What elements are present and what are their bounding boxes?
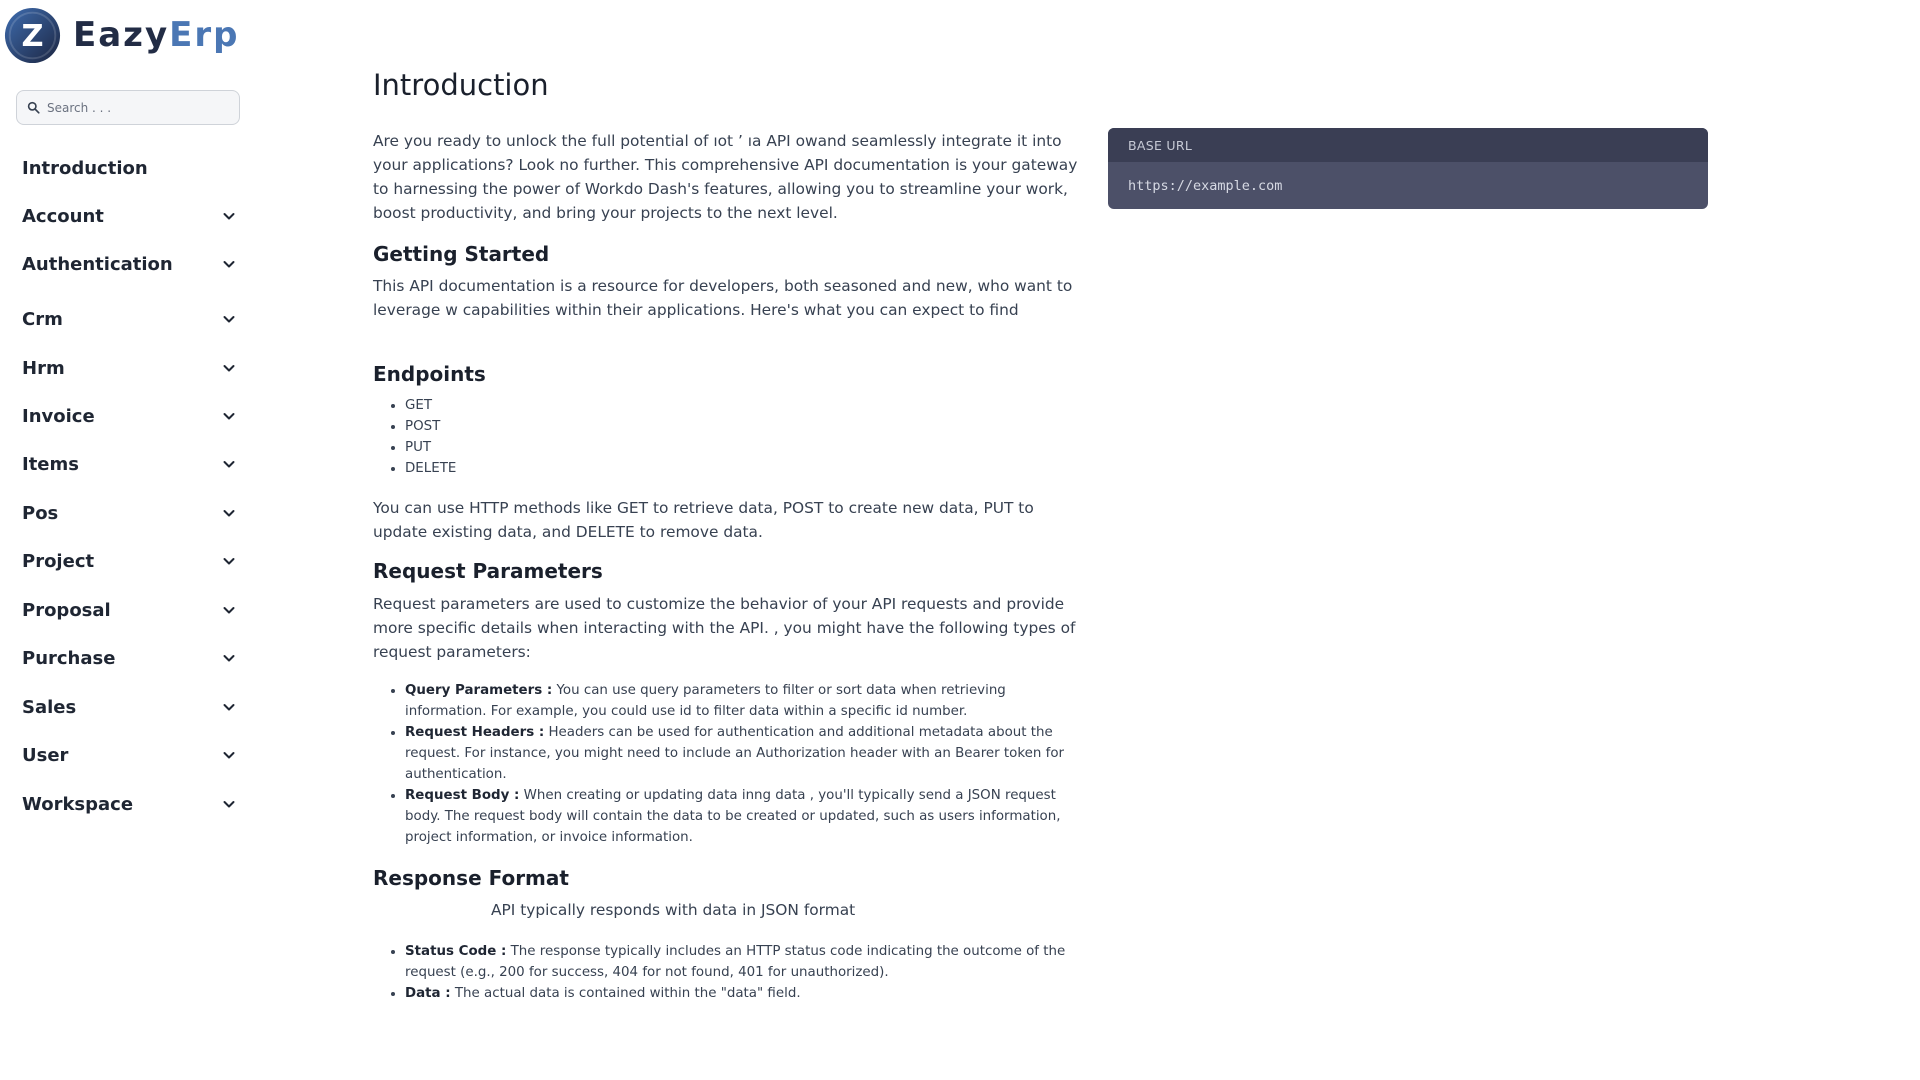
- endpoints-heading: Endpoints: [373, 362, 486, 386]
- search-input[interactable]: [47, 101, 227, 115]
- chevron-down-icon[interactable]: [222, 700, 236, 714]
- list-item-post: • POST: [405, 416, 1085, 437]
- intro-paragraph: Are you ready to unlock the full potential of ıot ’ ıa API owand seamlessly integrate it into your applications? Look no further. This comprehensive API documentation is your gateway to harnessing the power of Workdo Dash's features, allowing you to streamline your work, boost productivity, and bring your projects to the next level.: [373, 132, 1078, 222]
- list-item-desc: The actual data is contained within the "data" field.: [450, 986, 801, 1001]
- chevron-down-icon[interactable]: [222, 603, 236, 617]
- chevron-down-icon[interactable]: [222, 361, 236, 375]
- list-item: [405, 680, 1085, 722]
- sidebar-item-label: Introduction: [22, 157, 148, 179]
- sidebar-item-label: Pos: [22, 502, 59, 524]
- getting-started-text: This API documentation is a resource for developers, both seasoned and new, who want to leverage w capabilities within their applications. Here's what you can expect to find: [373, 277, 1073, 319]
- chevron-down-icon[interactable]: [222, 506, 236, 520]
- sidebar-item-label: Project: [22, 550, 95, 572]
- sidebar-item-label: Authentication: [22, 253, 173, 275]
- list-item-get: • GET: [405, 395, 1085, 416]
- list-item-desc: When creating or updating data inng data , you'll typically send a JSON request body. The request body will contain the data to be created or updated, such as users information, project information, or invoice information.: [405, 788, 1061, 845]
- list-item-term: Request Body :: [405, 788, 520, 803]
- chevron-down-icon[interactable]: [222, 651, 236, 665]
- list-item-term: Request Headers :: [405, 725, 545, 740]
- search-box[interactable]: [16, 90, 240, 125]
- sidebar-item-label: Proposal: [22, 599, 111, 621]
- list-item: [405, 785, 1085, 848]
- brand-logo-letter: Z: [21, 18, 44, 54]
- list-item-term: Data :: [405, 986, 451, 1001]
- chevron-down-icon[interactable]: [222, 257, 236, 271]
- sidebar-item-authentication[interactable]: [22, 246, 238, 282]
- sidebar-item-label: Items: [22, 453, 79, 475]
- request-parameters-heading: Request Parameters: [373, 559, 603, 583]
- chevron-down-icon[interactable]: [222, 312, 236, 326]
- sidebar-item-label: Sales: [22, 696, 77, 718]
- base-url-card: [1108, 128, 1708, 209]
- getting-started-heading: Getting Started: [373, 242, 550, 266]
- base-url-value[interactable]: https://example.com: [1128, 177, 1283, 194]
- sidebar-item-label: Purchase: [22, 647, 116, 669]
- sidebar-item-label: Invoice: [22, 405, 95, 427]
- brand[interactable]: [4, 5, 254, 65]
- list-item: [405, 983, 1085, 1004]
- sidebar-item-purchase[interactable]: [22, 640, 238, 676]
- sidebar-item-proposal[interactable]: [22, 592, 238, 628]
- chevron-down-icon[interactable]: [222, 457, 236, 471]
- sidebar-item-crm[interactable]: [22, 301, 238, 337]
- chevron-down-icon[interactable]: [222, 554, 236, 568]
- sidebar-item-sales[interactable]: [22, 689, 238, 725]
- chevron-down-icon[interactable]: [222, 409, 236, 423]
- list-item: [405, 941, 1085, 983]
- list-item-desc: You can use query parameters to filter or sort data when retrieving information. For example, you could use id to filter data within a specific id number.: [405, 683, 1006, 719]
- list-item-desc: The response typically includes an HTTP status code indicating the outcome of the request (e.g., 200 for success, 404 for not found, 401 for unauthorized).: [405, 944, 1066, 980]
- brand-name: [73, 15, 240, 55]
- sidebar-item-invoice[interactable]: [22, 398, 238, 434]
- sidebar-item-label: Hrm: [22, 357, 65, 379]
- brand-name-part1: Eazy: [73, 15, 170, 55]
- response-format-heading: Response Format: [373, 866, 569, 890]
- chevron-down-icon[interactable]: [222, 748, 236, 762]
- response-format-text: API typically responds with data in JSON format: [491, 901, 856, 919]
- brand-name-part2: Erp: [169, 15, 240, 55]
- sidebar-item-label: Account: [22, 205, 104, 227]
- search-icon: [27, 101, 40, 114]
- sidebar-item-hrm[interactable]: [22, 350, 238, 386]
- sidebar: [0, 0, 250, 1080]
- sidebar-item-user[interactable]: [22, 737, 238, 773]
- sidebar-item-account[interactable]: [22, 198, 238, 234]
- list-item: [405, 722, 1085, 785]
- list-item-term: Query Parameters :: [405, 683, 553, 698]
- request-parameters-list: [405, 680, 1085, 848]
- sidebar-item-items[interactable]: [22, 446, 238, 482]
- list-item-term: Status Code :: [405, 944, 507, 959]
- brand-logo-icon: [4, 7, 61, 64]
- list-item-put: • PUT: [405, 437, 1085, 458]
- chevron-down-icon[interactable]: [222, 797, 236, 811]
- sidebar-item-pos[interactable]: [22, 495, 238, 531]
- page-title: Introduction: [373, 68, 549, 102]
- sidebar-item-project[interactable]: [22, 543, 238, 579]
- endpoints-list: [405, 395, 1085, 479]
- sidebar-item-label: Workspace: [22, 793, 134, 815]
- request-parameters-text: Request parameters are used to customize the behavior of your API requests and provide more specific details when interacting with the API. , you might have the following types of request parameters:: [373, 595, 1076, 661]
- response-format-list: [405, 941, 1085, 1004]
- endpoints-text: You can use HTTP methods like GET to retrieve data, POST to create new data, PUT to update existing data, and DELETE to remove data.: [373, 499, 1034, 541]
- sidebar-item-workspace[interactable]: [22, 786, 238, 822]
- list-item-desc: Headers can be used for authentication and additional metadata about the request. For instance, you might need to include an Authorization header with an Bearer token for authentication.: [405, 725, 1065, 782]
- list-item-delete: • DELETE: [405, 458, 1085, 479]
- base-url-label: BASE URL: [1108, 128, 1708, 162]
- sidebar-item-introduction[interactable]: [22, 150, 238, 186]
- sidebar-item-label: Crm: [22, 308, 63, 330]
- sidebar-item-label: User: [22, 744, 69, 766]
- chevron-down-icon[interactable]: [222, 209, 236, 223]
